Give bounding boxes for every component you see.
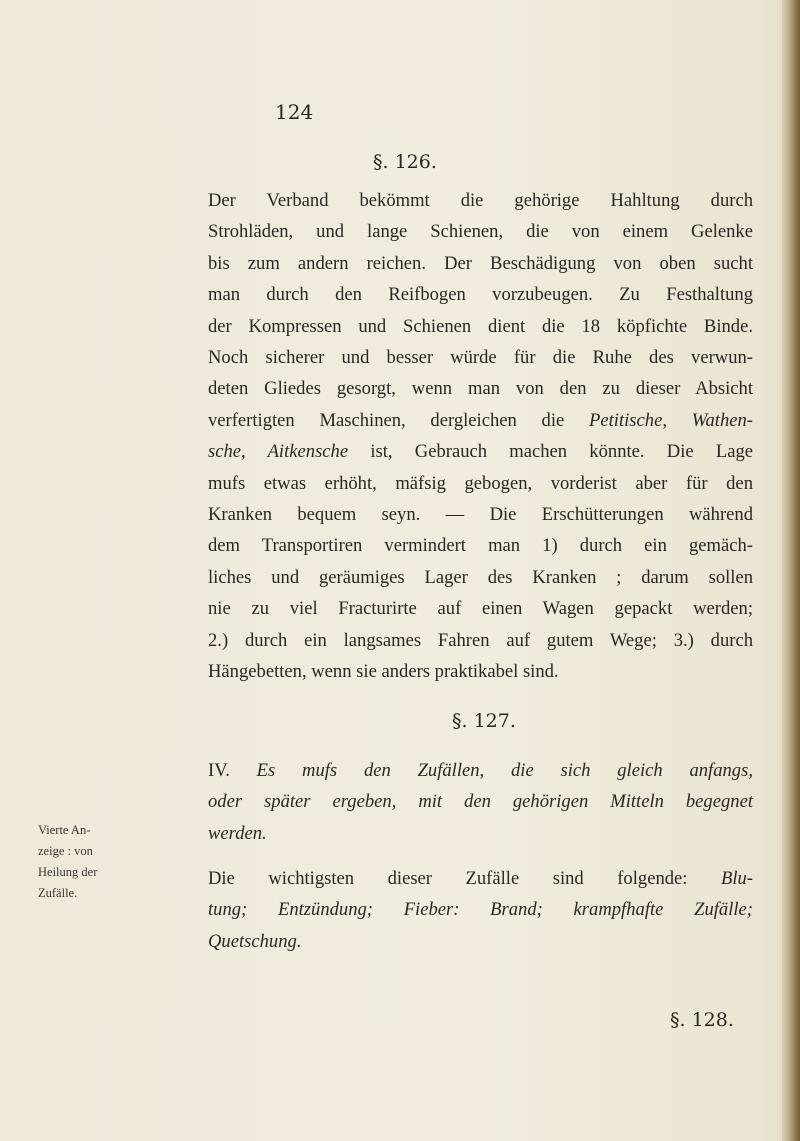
text-line <box>208 405 753 436</box>
page-edge <box>782 0 800 1141</box>
italic-run: Blu- <box>720 868 753 889</box>
text-line <box>208 373 753 404</box>
text-run: mufs etwas erhöht, mäfsig gebogen, vorderist aber für den <box>208 472 753 494</box>
text-line <box>208 863 753 894</box>
text-line <box>208 755 753 786</box>
text-run: bis zum andern reichen. Der Beschädigung von oben sucht <box>208 252 753 274</box>
text-run: IV. <box>208 760 257 781</box>
text-line <box>208 926 753 957</box>
text-line <box>208 625 753 656</box>
text-line <box>208 342 753 373</box>
text-run: liches und geräumiges Lager des Kranken ; darum sollen <box>208 566 753 588</box>
text-run: Kranken bequem seyn. — Die Erschütterungen während <box>208 504 753 526</box>
text-line <box>208 468 753 499</box>
text-line <box>208 593 753 624</box>
margin-note <box>38 820 98 904</box>
text-run: Strohläden, und lange Schienen, die von einem Gelenke <box>208 221 753 243</box>
section-heading-126: §. 126. <box>373 151 437 173</box>
text-line <box>208 311 753 342</box>
text-line <box>208 279 753 310</box>
italic-run: Quetschung. <box>208 930 302 952</box>
margin-note-line: zeige : von <box>38 844 93 858</box>
text-line <box>208 185 753 216</box>
catchword: §. 128. <box>670 1009 734 1031</box>
text-line <box>208 656 753 687</box>
text-run: der Kompressen und Schienen dient die 18 köpfichte Binde. <box>208 315 753 337</box>
text-line <box>208 216 753 247</box>
text-run: ist, Gebrauch machen könnte. Die Lage <box>348 441 754 463</box>
italic-run: sche, Aitkensche <box>208 441 349 463</box>
text-run: man durch den Reifbogen vorzubeugen. Zu Festhaltung <box>208 284 753 306</box>
text-line <box>208 818 753 849</box>
margin-note-line: Vierte An- <box>38 823 91 837</box>
text-run: deten Gliedes gesorgt, wenn man von den zu dieser Absicht <box>208 378 753 400</box>
text-run: 2.) durch ein langsames Fahren auf gutem Wege; 3.) durch <box>208 629 753 651</box>
paragraph-3 <box>208 863 753 957</box>
italic-run: oder später ergeben, mit den gehörigen Mitteln begegnet <box>208 791 753 813</box>
text-line <box>208 436 753 467</box>
italic-run: tung; Entzündung; Fieber: Brand; krampfhafte Zufälle; <box>208 899 753 921</box>
text-line <box>208 562 753 593</box>
italic-run: Es mufs den Zufällen, die sich gleich anfangs, <box>256 760 753 781</box>
page-number: 124 <box>275 100 314 124</box>
margin-note-line: Heilung der <box>38 865 98 879</box>
italic-run: Petitische, Wathen- <box>589 409 753 431</box>
margin-note-line: Zufälle. <box>38 886 78 900</box>
paragraph-2 <box>208 755 753 849</box>
text-run: verfertigten Maschinen, dergleichen die <box>208 409 590 431</box>
text-run: Der Verband bekömmt die gehörige Hahltung durch <box>208 190 753 211</box>
text-line <box>208 894 753 925</box>
text-line <box>208 786 753 817</box>
section-heading-127: §. 127. <box>452 710 516 732</box>
paragraph-1 <box>208 185 753 688</box>
text-run: Hängebetten, wenn sie anders praktikabel sind. <box>208 661 559 683</box>
text-run: Noch sicherer und besser würde für die Ruhe des verwun- <box>208 347 753 369</box>
text-run: Die wichtigsten dieser Zufälle sind folgende: <box>208 868 721 889</box>
text-line <box>208 530 753 561</box>
text-run: dem Transportiren vermindert man 1) durch ein gemäch- <box>208 535 753 557</box>
italic-run: werden. <box>208 822 267 844</box>
text-run: nie zu viel Fracturirte auf einen Wagen gepackt werden; <box>208 598 753 620</box>
text-line <box>208 248 753 279</box>
text-line <box>208 499 753 530</box>
